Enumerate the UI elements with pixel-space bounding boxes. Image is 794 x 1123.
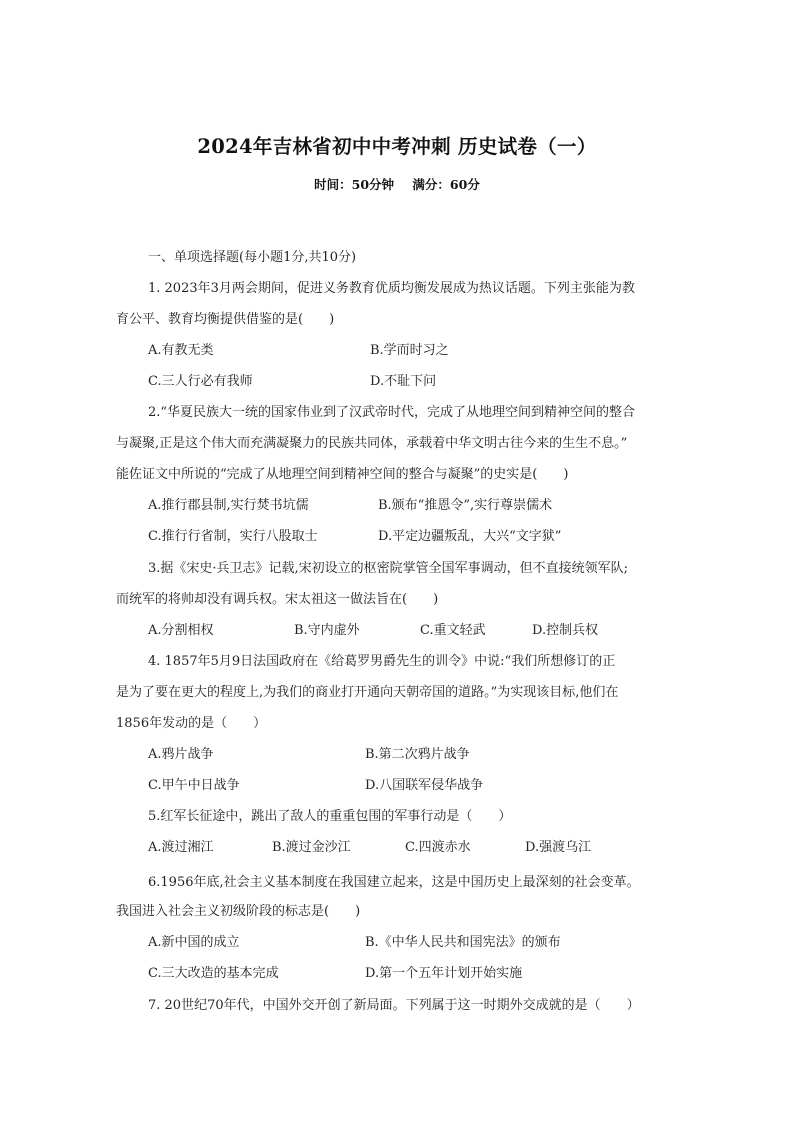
question-line: 2.“华夏民族大一统的国家伟业到了汉武帝时代，完成了从地理空间到精神空间的整合 bbox=[148, 405, 636, 420]
question-line: 3.据《宋史·兵卫志》记载,宋初设立的枢密院掌管全国军事调动，但不直接统领军队; bbox=[148, 561, 629, 576]
question-line: 我国进入社会主义初级阶段的标志是( ) bbox=[116, 904, 361, 919]
question-line: 与凝聚,正是这个伟大而充满凝聚力的民族共同体，承载着中华文明古往今来的生生不息。” bbox=[116, 436, 628, 451]
exam-time: 时间：50分钟 bbox=[314, 177, 395, 192]
question-line: 是为了要在更大的程度上,为我们的商业打开通向天朝帝国的道路。”为实现该目标,他们在 bbox=[116, 685, 619, 700]
option-a: A.渡过湘江 bbox=[148, 840, 214, 855]
option-a: A.有教无类 bbox=[148, 343, 214, 358]
section-heading: 一、单项选择题(每小题1分,共10分) bbox=[148, 250, 357, 265]
question-line: 育公平、教育均衡提供借鉴的是( ) bbox=[116, 312, 335, 327]
option-c: C.三大改造的基本完成 bbox=[148, 966, 279, 981]
option-d: D.不耻下问 bbox=[370, 374, 437, 389]
option-c: C.四渡赤水 bbox=[405, 840, 471, 855]
question-line: 7. 20世纪70年代，中国外交开创了新局面。下列属于这一时期外交成就的是（ ） bbox=[148, 998, 640, 1013]
option-b: B.《中华人民共和国宪法》的颁布 bbox=[365, 935, 561, 950]
option-c: C.重文轻武 bbox=[420, 623, 486, 638]
option-d: D.第一个五年计划开始实施 bbox=[365, 966, 523, 981]
option-d: D.控制兵权 bbox=[532, 623, 599, 638]
option-d: D.强渡乌江 bbox=[525, 840, 592, 855]
option-a: A.分割相权 bbox=[148, 623, 214, 638]
page-title: 2024年吉林省初中中考冲刺 历史试卷（一） bbox=[197, 135, 597, 158]
option-a: A.新中国的成立 bbox=[148, 935, 240, 950]
option-b: B.守内虚外 bbox=[294, 623, 360, 638]
question-line: 1. 2023年3月两会期间，促进义务教育优质均衡发展成为热议话题。下列主张能为教 bbox=[148, 281, 635, 296]
option-d: D.八国联军侵华战争 bbox=[365, 778, 484, 793]
option-a: A.推行郡县制,实行焚书坑儒 bbox=[148, 498, 309, 513]
question-line: 4. 1857年5月9日法国政府在《给葛罗男爵先生的训令》中说:“我们所想修订的正 bbox=[148, 654, 616, 669]
question-line: 能佐证文中所说的“完成了从地理空间到精神空间的整合与凝聚”的史实是( ) bbox=[116, 467, 569, 482]
exam-score: 满分：60分 bbox=[412, 177, 480, 192]
option-d: D.平定边疆叛乱，大兴“文字狱” bbox=[378, 529, 562, 544]
exam-info bbox=[0, 175, 794, 193]
question-line: 1856年发动的是（ ） bbox=[116, 716, 267, 731]
question-line: 5.红军长征途中，跳出了敌人的重重包围的军事行动是（ ） bbox=[148, 809, 512, 824]
option-b: B.学而时习之 bbox=[370, 343, 449, 358]
option-c: C.甲午中日战争 bbox=[148, 778, 240, 793]
question-line: 6.1956年底,社会主义基本制度在我国建立起来，这是中国历史上最深刻的社会变革。 bbox=[148, 875, 640, 890]
option-c: C.推行行省制，实行八股取士 bbox=[148, 529, 318, 544]
option-b: B.渡过金沙江 bbox=[272, 840, 351, 855]
option-c: C.三人行必有我师 bbox=[148, 374, 253, 389]
option-b: B.第二次鸦片战争 bbox=[365, 747, 470, 762]
option-b: B.颁布“推恩令”,实行尊崇儒术 bbox=[378, 498, 553, 513]
question-line: 而统军的将帅却没有调兵权。宋太祖这一做法旨在( ) bbox=[116, 592, 439, 607]
option-a: A.鸦片战争 bbox=[148, 747, 214, 762]
